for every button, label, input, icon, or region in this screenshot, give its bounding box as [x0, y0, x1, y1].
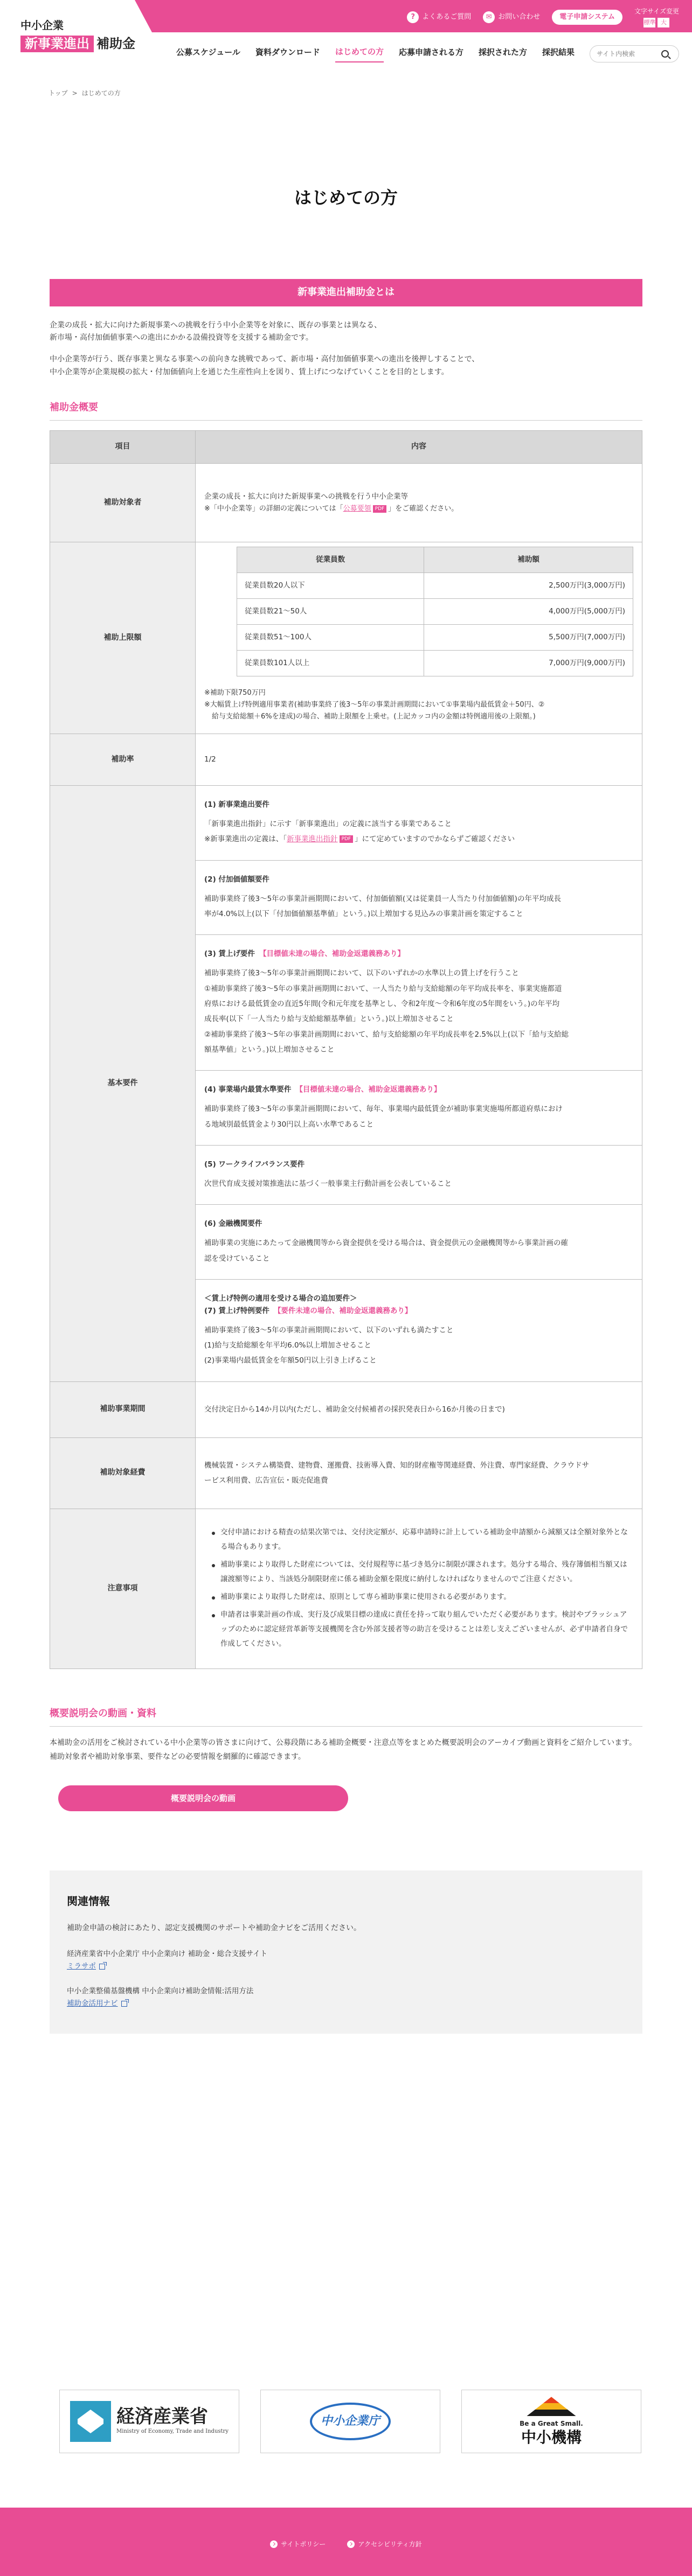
- target-line-2: [204, 503, 633, 515]
- limit-amount: 7,000万円(9,000万円): [424, 650, 633, 676]
- requirement-text: ②補助事業終了後3〜5年の事業計画期間において、給与支給総額の年平均成長率を2.5%以上(以下「給与支給総: [204, 1030, 569, 1039]
- expense-text: 機械装置・システム構築費、建物費、運搬費、技術導入費、知的財産権等関連経費、外注費、専門家経費、クラウドサ: [204, 1461, 590, 1470]
- limit-subtable: [237, 547, 633, 676]
- caution-cell: [196, 1509, 642, 1669]
- limit-cell: [196, 542, 642, 734]
- requirement-text: ①補助事業終了後3〜5年の事業計画期間において、一人当たり給与支給総額の年平均成長率を、事業実施都道: [204, 984, 562, 993]
- requirement-block: [196, 1146, 642, 1205]
- target-note-post: 」をご確認ください。: [388, 505, 459, 513]
- pdf-badge: PDF: [373, 505, 387, 513]
- requirement-block: [196, 1071, 642, 1146]
- arrow-circle-icon: [347, 2540, 355, 2548]
- site-policy-link[interactable]: [270, 2539, 326, 2550]
- requirement-text: る地域別最低賃金より30円以上高い水準であること: [204, 1120, 374, 1129]
- related-link-label: 補助金活用ナビ: [67, 1999, 118, 2008]
- table-row: [50, 1509, 642, 1669]
- requirement-block: [196, 1280, 642, 1381]
- font-size-large-button[interactable]: 大: [658, 18, 669, 27]
- movie-text-2: 補助対象者や補助対象事業、要件などの必要情報を網羅的に確認できます。: [50, 1752, 306, 1761]
- requirement-text: [204, 832, 633, 847]
- sme-agency-logo: 中小企業庁: [310, 2403, 391, 2440]
- nav-first-time[interactable]: はじめての方: [335, 45, 384, 62]
- mail-icon: ✉: [483, 11, 495, 23]
- requirement-block: [196, 935, 642, 1071]
- nav-download[interactable]: 資料ダウンロード: [255, 47, 320, 58]
- logo-tail-text: 補助金: [96, 36, 135, 51]
- requirement-title: (4) 事業場内最賃水準要件: [204, 1085, 292, 1094]
- smrj-name: 中小機構: [521, 2428, 582, 2446]
- nav-schedule[interactable]: 公募スケジュール: [176, 47, 240, 58]
- global-nav: [176, 45, 679, 62]
- requirement-title-row: [204, 948, 633, 960]
- requirement-title: (2) 付加価値額要件: [204, 875, 269, 884]
- target-note-pre: ※「中小企業等」の詳細の定義については「: [204, 505, 343, 513]
- movie-heading: 概要説明会の動画・資料: [50, 1706, 642, 1727]
- requirement-text: 補助事業の実施にあたって金融機関等から資金提供を受ける場合は、資金提供元の金融機関等から事業計画の確: [204, 1239, 568, 1248]
- rate-value: 1/2: [196, 734, 642, 786]
- table-row: [50, 464, 642, 542]
- external-link-icon: [121, 2001, 127, 2007]
- about-p2b: 中小企業等が企業規模の拡大・付加価値向上を通じた生産性向上を図り、賃上げにつなげていくことを目的とします。: [50, 367, 449, 376]
- requirement-text: 次世代育成支援対策推進法に基づく一般事業主行動計画を公表していること: [204, 1179, 452, 1188]
- requirements-label: 基本要件: [50, 786, 196, 1382]
- requirement-tag: 【要件未達の場合、補助金返還義務あり】: [273, 1306, 412, 1315]
- meti-name: 経済産業省: [116, 2405, 208, 2427]
- limit-employees: 従業員数51〜100人: [237, 624, 424, 650]
- limit-note-3: 給与支給総額＋6%を達成)の場合、補助上限額を上乗せ。(上記カッコ内の金額は特例適用後の上限額。): [212, 713, 536, 721]
- breadcrumb-home[interactable]: トップ: [49, 89, 68, 97]
- subsidy-navi-link[interactable]: [67, 1998, 127, 2010]
- overview-heading: 補助金概要: [50, 400, 642, 421]
- related-item: [67, 1985, 625, 2010]
- site-logo[interactable]: [20, 19, 135, 55]
- font-size-switcher: [634, 7, 679, 27]
- related-title: 関連情報: [67, 1894, 110, 1908]
- nav-adopted[interactable]: 採択された方: [478, 47, 527, 58]
- expense-cell: [196, 1437, 642, 1509]
- movie-intro: [50, 1736, 642, 1763]
- related-item: [67, 1948, 625, 1973]
- requirement-text: 府県における最低賃金の直近5年間(令和元年度を基準とし、令和2年度〜令和6年度の5年間をいう。)の年平均: [204, 1000, 560, 1009]
- site-header: [0, 0, 692, 74]
- font-size-standard-button[interactable]: 標準: [643, 18, 655, 27]
- guideline-link[interactable]: 新事業進出指針: [287, 835, 338, 844]
- overview-col-item: 項目: [50, 431, 196, 464]
- mirasapo-link[interactable]: [67, 1960, 105, 1973]
- utility-nav: [407, 7, 679, 27]
- requirement-block: [196, 861, 642, 936]
- table-row: [50, 1437, 642, 1509]
- movie-text-1: 本補助金の活用をご検討されている中小企業等の皆さまに向けて、公募段階にある補助金概要・注意点等をまとめた概要説明会のアーカイブ動画と資料をご紹介しています。: [50, 1739, 637, 1748]
- limit-employees: 従業員数20人以下: [237, 573, 424, 599]
- table-row: [50, 1381, 642, 1437]
- requirement-note-post: 」にて定めていますのでかならずご確認ください: [355, 835, 515, 844]
- smrj-slogan: Be a Great Small.: [520, 2420, 583, 2428]
- question-icon: ?: [407, 11, 419, 23]
- limit-amount: 2,500万円(3,000万円): [424, 573, 633, 599]
- limit-note-1: ※補助下限750万円: [204, 688, 266, 697]
- requirement-block: [196, 1205, 642, 1280]
- period-value: 交付決定日から14か月以内(ただし、補助金交付候補者の採択発表日から16か月後の日まで): [196, 1381, 642, 1437]
- limit-notes: [204, 687, 633, 723]
- caution-label: 注意事項: [50, 1509, 196, 1669]
- overview-table: [50, 430, 642, 1669]
- contact-label: お問い合わせ: [498, 12, 541, 21]
- requirement-text: 補助事業終了後3〜5年の事業計画期間において、付加価値額(又は従業員一人当たり付加価値額)の年平均成長: [204, 894, 561, 903]
- table-row: [237, 573, 633, 599]
- faq-label: よくあるご質問: [422, 12, 472, 21]
- table-row: [50, 734, 642, 786]
- limit-note-2: ※大幅賃上げ特例適用事業者(補助事業終了後3〜5年の事業計画期間において①事業場内最低賃金＋50円、②: [204, 700, 545, 709]
- contact-link[interactable]: [483, 11, 540, 23]
- requirement-text: 率が4.0%以上(以下「付加価値額基準値」という。)以上増加する見込みの事業計画を策定すること: [204, 910, 523, 919]
- requirement-title: (7) 賃上げ特例要件: [204, 1306, 269, 1315]
- requirement-text: 成長率(以下「一人当たり給与支給総額基準値」という。)以上増加させること: [204, 1015, 454, 1024]
- list-item: 交付申請における精査の結果次第では、交付決定額が、応募申請時に計上している補助金申請額から減額又は全額対象外となる場合もあります。: [212, 1525, 633, 1554]
- limit-col-amount: 補助額: [424, 547, 633, 573]
- requirement-text: 補助事業終了後3〜5年の事業計画期間において、以下のいずれかの水準以上の賃上げを行うこと: [204, 969, 519, 978]
- meti-name-en: Ministry of Economy, Trade and Industry: [116, 2428, 229, 2435]
- meti-logo-mark: [70, 2401, 111, 2442]
- requirement-title-row: [204, 1084, 633, 1096]
- site-footer: [0, 2508, 692, 2576]
- rate-label: 補助率: [50, 734, 196, 786]
- about-paragraph-2: [50, 353, 642, 379]
- e-application-button[interactable]: 電子申請システム: [552, 10, 622, 25]
- logo-highlight-text: 新事業進出: [20, 36, 94, 52]
- requirement-text: (2)事業場内最低賃金を年額50円以上引き上げること: [204, 1356, 377, 1365]
- list-item: 補助事業により取得した財産については、交付規程等に基づき処分に制限が課されます。処分する場合、残存簿価相当額又は譲渡額等により、当該処分制限財産に係る補助金額を限度に納付しなければなりませんのでご注意ください。: [212, 1558, 633, 1587]
- related-intro: 補助金申請の検討にあたり、認定支援機関のサポートや補助金ナビをご活用ください。: [67, 1923, 361, 1932]
- related-desc: 中小企業整備基盤機構 中小企業向け補助金情報:活用方法: [67, 1987, 254, 1996]
- period-label: 補助事業期間: [50, 1381, 196, 1437]
- table-row: [50, 542, 642, 734]
- breadcrumb-current: はじめての方: [81, 89, 121, 97]
- limit-employees: 従業員数101人以上: [237, 650, 424, 676]
- site-search: [590, 45, 679, 62]
- limit-amount: 5,500万円(7,000万円): [424, 624, 633, 650]
- target-line-1: 企業の成長・拡大に向けた新規事業への挑戦を行う中小企業等: [204, 492, 408, 501]
- limit-label: 補助上限額: [50, 542, 196, 734]
- about-p1b: 新市場・高付加価値事業への進出にかかる設備投資等を支援する補助金です。: [50, 333, 313, 343]
- limit-employees: 従業員数21〜50人: [237, 599, 424, 625]
- page-title: はじめての方: [294, 187, 398, 208]
- breadcrumb: [49, 88, 121, 99]
- about-paragraph-1: [50, 319, 642, 345]
- requirement-note-pre: ※新事業進出の定義は、「: [204, 835, 287, 844]
- external-link-icon: [99, 1964, 105, 1970]
- breadcrumb-separator: >: [72, 89, 78, 97]
- related-desc: 経済産業省中小企業庁 中小企業向け 補助金・総合支援サイト: [67, 1949, 268, 1958]
- requirement-text: 補助事業終了後3〜5年の事業計画期間において、以下のいずれも満たすこと: [204, 1325, 454, 1335]
- main-content: [50, 279, 642, 2034]
- about-p2a: 中小企業等が行う、既存事業と異なる事業への前向きな挑戦であって、新市場・高付加価値事業への進出を後押しすることで、: [50, 355, 480, 364]
- requirement-title: (3) 賃上げ要件: [204, 950, 255, 959]
- smrj-logo-mark: [527, 2397, 576, 2416]
- requirement-block: [196, 786, 642, 861]
- requirement-title: (1) 新事業進出要件: [204, 800, 269, 809]
- nav-apply[interactable]: 応募申請される方: [398, 47, 463, 58]
- logo-top-text: 中小企業: [20, 19, 64, 32]
- table-row: [50, 786, 642, 1382]
- expense-label: 補助対象経費: [50, 1437, 196, 1509]
- faq-link[interactable]: [407, 11, 471, 23]
- requirement-title: (6) 金融機関要件: [204, 1219, 262, 1228]
- requirement-text: 「新事業進出指針」に示す「新事業進出」の定義に該当する事業であること: [204, 820, 452, 829]
- nav-results[interactable]: 採択結果: [542, 47, 575, 58]
- accessibility-link[interactable]: [347, 2539, 421, 2550]
- font-size-label: 文字サイズ変更: [634, 8, 679, 15]
- table-row: [237, 599, 633, 625]
- about-section-bar: 新事業進出補助金とは: [50, 279, 642, 306]
- guideline-link[interactable]: 公募要領: [343, 505, 371, 513]
- requirements-cell: [196, 786, 642, 1382]
- requirement-pre-title: ＜賃上げ特例の適用を受ける場合の追加要件＞: [204, 1294, 357, 1303]
- limit-amount: 4,000万円(5,000万円): [424, 599, 633, 625]
- table-row: [237, 624, 633, 650]
- related-info: [50, 1870, 642, 2034]
- meti-banner[interactable]: [59, 2390, 239, 2453]
- related-link-label: ミラサポ: [67, 1961, 96, 1971]
- accessibility-label: アクセシビリティ方針: [358, 2540, 422, 2548]
- requirement-text: (1)給与支給総額を年平均6.0%以上増加させること: [204, 1341, 371, 1350]
- target-label: 補助対象者: [50, 464, 196, 542]
- search-icon[interactable]: [661, 50, 669, 58]
- smrj-banner[interactable]: [461, 2390, 641, 2453]
- target-cell: [196, 464, 642, 542]
- site-policy-label: サイトポリシー: [281, 2540, 326, 2548]
- caution-list: [204, 1525, 633, 1651]
- sme-agency-banner[interactable]: [260, 2390, 440, 2453]
- movie-button[interactable]: 概要説明会の動画: [58, 1785, 348, 1811]
- expense-text: ービス利用費、広告宣伝・販売促進費: [204, 1476, 328, 1485]
- table-row: [237, 650, 633, 676]
- requirement-title: (5) ワークライフバランス要件: [204, 1160, 305, 1169]
- about-intro: [50, 319, 642, 379]
- search-input[interactable]: [597, 50, 661, 58]
- banner-list: [59, 2390, 641, 2453]
- requirement-text: 補助事業終了後3〜5年の事業計画期間において、毎年、事業場内最低賃金が補助事業実施場所都道府県におけ: [204, 1105, 563, 1114]
- requirement-tag: 【目標値未達の場合、補助金返還義務あり】: [259, 950, 405, 959]
- overview-col-content: 内容: [196, 431, 642, 464]
- requirement-title-row: [204, 1305, 633, 1317]
- limit-col-employees: 従業員数: [237, 547, 424, 573]
- list-item: 申請者は事業計画の作成、実行及び成果目標の達成に責任を持って取り組んでいただく必要があります。検討やブラッシュアップのために認定経営革新等支援機関を含む外部支援者等の助言を受けることは差し支えございませんが、必ず申請者自身で作成してください。: [212, 1608, 633, 1651]
- requirement-tag: 【目標値未達の場合、補助金返還義務あり】: [295, 1085, 441, 1094]
- about-p1a: 企業の成長・拡大に向けた新規事業への挑戦を行う中小企業等を対象に、既存の事業とは異なる、: [50, 320, 382, 330]
- requirement-text: 額基準値」という。)以上増加させること: [204, 1045, 335, 1055]
- pdf-badge: PDF: [340, 835, 354, 843]
- arrow-circle-icon: [270, 2540, 278, 2548]
- requirement-text: 認を受けていること: [204, 1254, 270, 1263]
- list-item: 補助事業により取得した財産は、原則として専ら補助事業に使用される必要があります。: [212, 1590, 633, 1604]
